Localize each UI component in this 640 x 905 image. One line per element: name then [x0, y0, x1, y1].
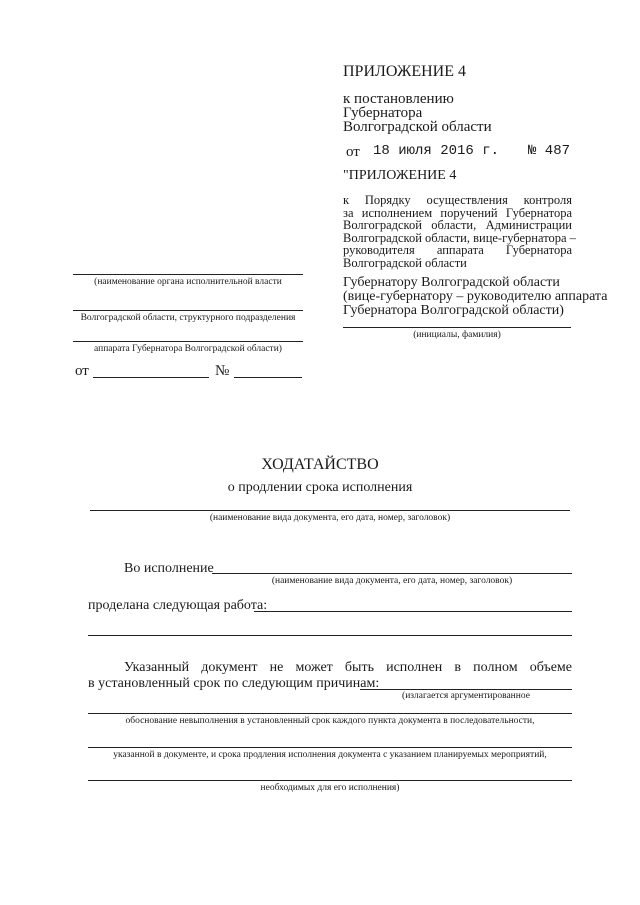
reason-field-2[interactable] [88, 713, 572, 714]
reason-caption-4: необходимых для его исполнения) [260, 783, 400, 793]
document-title: ХОДАТАЙСТВО [261, 456, 379, 473]
document-reference-field[interactable] [90, 510, 570, 511]
in-execution-caption: (наименование вида документа, его дата, номер, заголовок) [271, 576, 513, 586]
from-date-field[interactable] [93, 377, 209, 378]
reason-field-4[interactable] [88, 780, 572, 781]
appendix-title: ПРИЛОЖЕНИЕ 4 [343, 63, 467, 80]
procedure-block [343, 193, 576, 270]
date-prefix: от [346, 144, 360, 160]
in-execution-label: Во исполнение [124, 561, 214, 576]
procedure-line-4: Волгоградской области, вице-губернатора – [343, 230, 576, 245]
addressee-line-3: Губернатора Волгоградской области) [343, 303, 564, 318]
reason-field-3[interactable] [88, 747, 572, 748]
reason-caption-1: (излагается аргументированное [402, 691, 530, 701]
sender-line-3[interactable] [73, 341, 303, 342]
work-done-field-2[interactable] [88, 635, 572, 636]
sender-caption-3: аппарата Губернатора Волгоградской области) [94, 344, 282, 354]
addressee-line-1: Губернатору Волгоградской области [343, 275, 560, 290]
from-label: от [75, 363, 89, 379]
resolution-line-1: к постановлению [343, 91, 454, 107]
procedure-line-2: за исполнением поручений Губернатора [343, 205, 572, 220]
reason-line-1: Указанный документ не может быть исполнен в полном объеме [124, 660, 572, 675]
work-done-field-1[interactable] [254, 611, 572, 612]
resolution-line-3: Волгоградской области [343, 119, 492, 135]
procedure-line-1: к Порядку осуществления контроля [343, 193, 572, 207]
initials-caption: (инициалы, фамилия) [413, 330, 501, 340]
reason-caption-2: обоснование невыполнения в установленный срок каждого пункта документа в последовательности, [125, 716, 535, 726]
number-label: № [215, 363, 230, 379]
sender-caption-2: Волгоградской области, структурного подразделения [80, 313, 296, 323]
work-done-label: проделана следующая работа: [88, 598, 268, 613]
resolution-line-2: Губернатора [343, 105, 423, 121]
document-reference-caption: (наименование вида документа, его дата, номер, заголовок) [209, 513, 451, 523]
addressee-line-2: (вице-губернатору – руководителю аппарата [343, 289, 608, 304]
addressee-initials-field[interactable] [343, 327, 571, 328]
reason-line-2: в установленный срок по следующим причинам: [88, 676, 380, 691]
resolution-number: № 487 [528, 143, 571, 159]
document-subtitle: о продлении срока исполнения [227, 480, 413, 495]
reason-field-1[interactable] [360, 689, 572, 690]
from-number-field[interactable] [234, 377, 302, 378]
procedure-line-6: Волгоградской области [343, 255, 467, 270]
reason-caption-3: указанной в документе, и срока продления исполнения документа с указанием планируемых мероприятий, [113, 750, 547, 760]
procedure-line-5: руководителя аппарата Губернатора [343, 243, 572, 257]
procedure-line-3: Волгоградской области, Администрации [343, 218, 572, 232]
sender-caption-1: (наименование органа исполнительной власти [94, 277, 282, 287]
resolution-date: 18 июля 2016 г. [373, 143, 500, 159]
sender-line-1[interactable] [73, 274, 303, 275]
in-execution-field[interactable] [212, 573, 572, 574]
sender-line-2[interactable] [73, 310, 303, 311]
quoted-appendix-title: "ПРИЛОЖЕНИЕ 4 [343, 168, 457, 183]
